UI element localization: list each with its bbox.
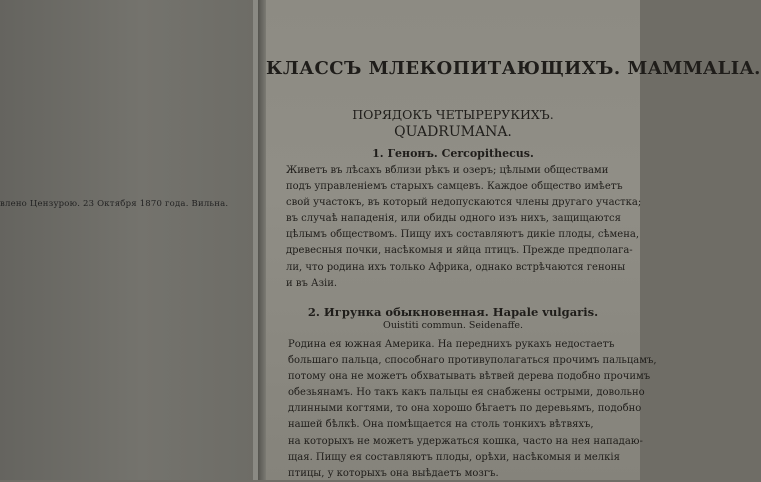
order-latin-title: QUADRUMANA. — [394, 124, 512, 140]
species-line: потому она не можетъ обхватывать вѣтвей дерева подобно прочимъ — [288, 371, 651, 383]
species-paragraph — [288, 337, 657, 482]
genus-paragraph — [286, 163, 642, 292]
genus-line: цѣлымъ обществомъ. Пищу ихъ составляютъ дикіе плоды, сѣмена, — [286, 229, 640, 241]
species-line: длинными когтями, то она хорошо бѣгаетъ по деревьямъ, подобно — [288, 403, 642, 415]
right-page — [266, 0, 761, 480]
book-gutter — [258, 0, 266, 480]
genus-line: древесныя почки, насѣкомыя и яйца птицъ. Прежде предполага- — [286, 245, 633, 257]
species-line: на которыхъ не можетъ удержаться кошка, часто на нея нападаю- — [288, 435, 643, 447]
species-line: большаго пальца, способнаго противуполагаться прочимъ пальцамъ, — [288, 355, 657, 367]
species-line: щая. Пищу ея составляютъ плоды, орѣхи, насѣкомыя и мелкія — [288, 451, 620, 463]
species-line: Родина ея южная Америка. На переднихъ рукахъ недостаетъ — [288, 339, 615, 350]
censor-approval-line: влено Цензурою. 23 Октября 1870 года. Вильна. — [0, 199, 229, 209]
class-title: КЛАССЪ МЛЕКОПИТАЮЩИХЪ. MAMMALIA. — [266, 58, 761, 79]
genus-line: въ случаѣ нападенія, или обиды одного изъ нихъ, защищаются — [286, 213, 621, 225]
species-line: нашей бѣлкѣ. Она помѣщается на столь тонкихъ вѣтвяхъ, — [288, 419, 594, 431]
species-line: птицы, у которыхъ она выѣдаетъ мозгъ. — [288, 467, 499, 479]
order-title: ПОРЯДОКЪ ЧЕТЫРЕРУКИХЪ. — [352, 107, 554, 122]
species-line: обезьянамъ. Но такъ какъ пальцы ея снабжены острыми, довольно — [288, 387, 645, 399]
left-page — [0, 0, 258, 480]
genus-line: свой участокъ, въ который недопускаются члены другаго участка; — [286, 197, 642, 209]
genus-line: Живетъ въ лѣсахъ вблизи рѣкъ и озеръ; цѣлыми обществами — [286, 165, 609, 176]
genus-line: подъ управленіемъ старыхъ самцевъ. Каждое общество имѣетъ — [286, 181, 623, 193]
species-heading: 2. Игрунка обыкновенная. Hapale vulgaris. — [307, 305, 599, 319]
genus-line: ли, что родина ихъ только Африка, однако встрѣчаются геноны — [286, 261, 626, 273]
species-common-names: Ouistiti commun. Seidenaffe. — [383, 320, 523, 331]
genus-line: и въ Азіи. — [286, 277, 338, 289]
genus-heading: 1. Генонъ. Cercopithecus. — [372, 147, 534, 160]
